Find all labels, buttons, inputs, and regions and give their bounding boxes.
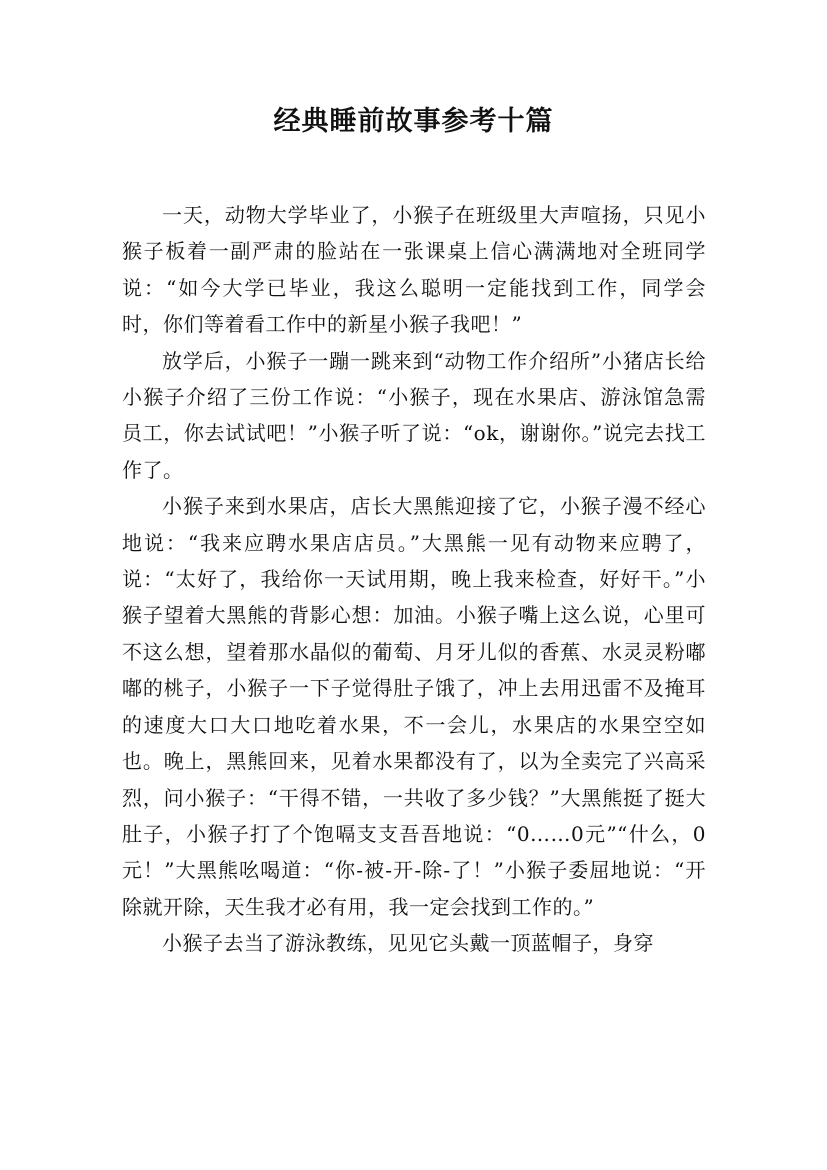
paragraph-3: 小猴子来到水果店，店长大黑熊迎接了它，小猴子漫不经心地说：“我来应聘水果店店员。”大黑熊一见有动物来应聘了，说：“太好了，我给你一天试用期，晚上我来检查，好好干。”小猴子望着大黑熊的背影心想：加油。小猴子嘴上这么说，心里可不这么想，望着那水晶似的葡萄、月牙儿似的香蕉、水灵灵粉嘟嘟的桃子，小猴子一下子觉得肚子饿了，冲上去用迅雷不及掩耳的速度大口大口地吃着水果，不一会儿，水果店的水果空空如也。晚上，黑熊回来，见着水果都没有了，以为全卖完了兴高采烈，问小猴子：“干得不错，一共收了多少钱？”大黑熊挺了挺大肚子，小猴子打了个饱嗝支支吾吾地说：“0……0元”“什么，0元！”大黑熊吆喝道：“你-被-开-除-了！”小猴子委屈地说：“开除就开除，天生我才必有用，我一定会找到工作的。” (122, 494, 706, 919)
document-title: 经典睡前故事参考十篇 (273, 106, 554, 137)
paragraph-4: 小猴子去当了游泳教练，见见它头戴一顶蓝帽子，身穿 (162, 931, 654, 956)
paragraph-2: 放学后，小猴子一蹦一跳来到“动物工作介绍所”小猪店长给小猴子介绍了三份工作说：“小猴子，现在水果店、游泳馆急需员工，你去试试吧！”小猴子听了说：“ok，谢谢你。”说完去找工作了。 (122, 348, 706, 482)
paragraph-1: 一天，动物大学毕业了，小猴子在班级里大声喧扬，只见小猴子板着一副严肃的脸站在一张课桌上信心满满地对全班同学说：“如今大学已毕业，我这么聪明一定能找到工作，同学会时，你们等着看工作中的新星小猴子我吧！” (122, 203, 706, 337)
document-body (122, 197, 706, 962)
